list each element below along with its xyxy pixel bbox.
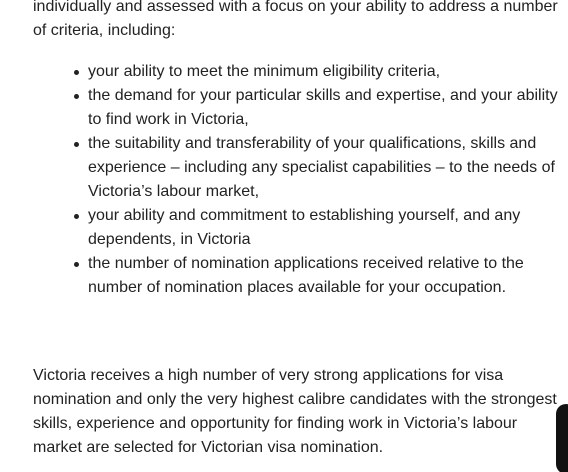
article-body: [33, 0, 563, 300]
criteria-list: [33, 60, 563, 300]
bullet-icon: [74, 142, 79, 147]
criteria-item-text: the number of nomination applications received relative to the number of nomination places available for your occupation.: [88, 255, 524, 296]
criteria-item-text: your ability and commitment to establishing yourself, and any dependents, in Victoria: [88, 207, 521, 248]
bullet-icon: [74, 262, 79, 267]
criteria-item: [88, 252, 563, 300]
bullet-icon: [74, 214, 79, 219]
criteria-item-text: the suitability and transferability of your qualifications, skills and experience – including any specialist capabilities – to the needs of Victoria’s labour market,: [88, 135, 555, 200]
closing-paragraph: Victoria receives a high number of very strong applications for visa nomination and only the very highest calibre candidates with the strongest skills, experience and opportunity for finding work in Victoria’s labour market are selected for Victorian visa nomination.: [33, 367, 557, 456]
scroll-edge-shape: [556, 404, 568, 472]
intro-paragraph: individually and assessed with a focus on your ability to address a number of criteria, including:: [33, 0, 558, 39]
criteria-item: [88, 132, 563, 204]
criteria-item-text: your ability to meet the minimum eligibility criteria,: [88, 63, 441, 80]
bullet-icon: [74, 94, 79, 99]
criteria-item: [88, 84, 563, 132]
bullet-icon: [74, 70, 79, 75]
criteria-item-text: the demand for your particular skills and expertise, and your ability to find work in Victoria,: [88, 87, 558, 128]
criteria-item: [88, 60, 563, 84]
criteria-item: [88, 204, 563, 252]
